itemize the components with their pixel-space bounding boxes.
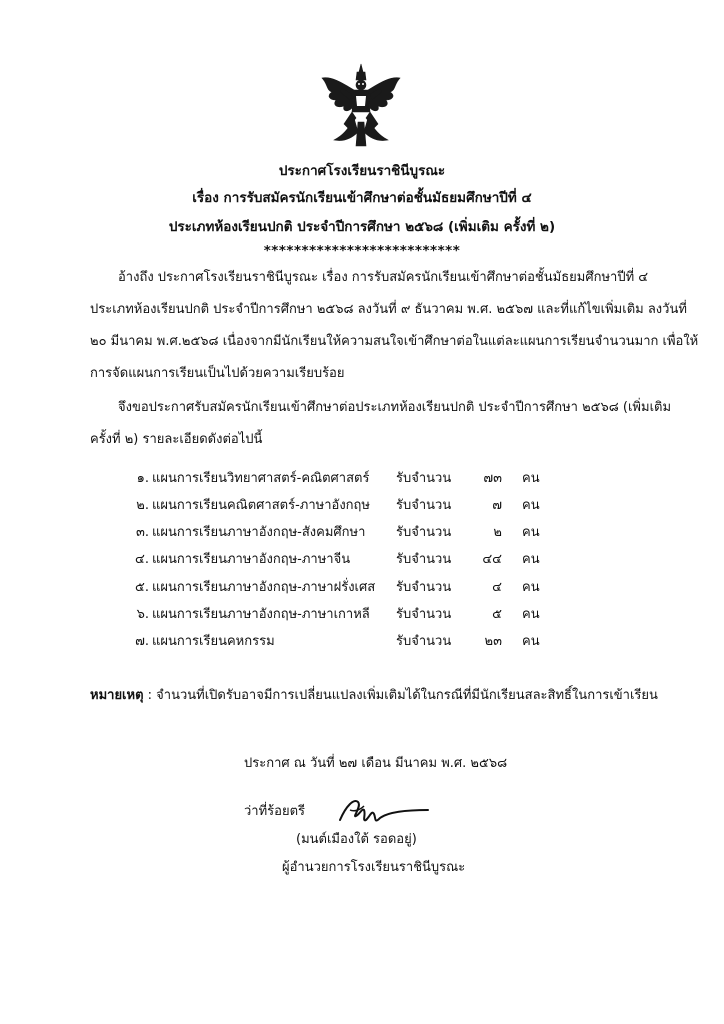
plan-count: ๗ [492, 498, 502, 513]
plan-unit: คน [522, 471, 540, 486]
plan-row [0, 494, 724, 520]
paragraph-2-line-2: ครั้งที่ ๒) รายละเอียดดังต่อไปนี้ [90, 432, 263, 447]
signatory-name: (มนต์เมืองใต้ รอดอยู่) [296, 832, 417, 847]
plan-unit: คน [522, 607, 540, 622]
plan-row [0, 603, 724, 629]
plan-receive-label: รับจำนวน [396, 525, 452, 540]
plan-name: แผนการเรียนภาษาอังกฤษ-ภาษาเกาหลี [152, 607, 370, 622]
signature-icon [336, 792, 432, 832]
paragraph-1-line-2: ประเภทห้องเรียนปกติ ประจำปีการศึกษา ๒๕๖๘ ลงวันที่ ๙ ธันวาคม พ.ศ. ๒๕๖๗ และที่แก้ไขเพิ่มเติม ลงวันที่ [90, 302, 687, 317]
note-text: : จำนวนที่เปิดรับอาจมีการเปลี่ยนแปลงเพิ่มเติมได้ในกรณีที่มีนักเรียนสละสิทธิ์ในการเข้าเรียน [143, 688, 658, 703]
plan-number: ๖. [136, 607, 149, 622]
announcement-title: ประกาศโรงเรียนราชินีบูรณะ [278, 163, 446, 179]
plan-row [0, 467, 724, 493]
plan-unit: คน [522, 580, 540, 595]
plan-number: ๒. [136, 498, 149, 513]
plan-receive-label: รับจำนวน [396, 498, 452, 513]
plan-count: ๔๔ [482, 552, 502, 567]
paragraph-1-line-3: ๒๐ มีนาคม พ.ศ.๒๕๖๘ เนื่องจากมีนักเรียนให้ความสนใจเข้าศึกษาต่อในแต่ละแผนการเรียนจำนวนมาก เพื่อให้ [90, 334, 699, 349]
plan-name: แผนการเรียนภาษาอังกฤษ-ภาษาจีน [152, 552, 351, 567]
paragraph-1-line-1: อ้างถึง ประกาศโรงเรียนราชินีบูรณะ เรื่อง การรับสมัครนักเรียนเข้าศึกษาต่อชั้นมัธยมศึกษาปีที่ ๔ [118, 270, 649, 285]
plan-unit: คน [522, 634, 540, 649]
plan-row [0, 576, 724, 602]
signatory-position: ผู้อำนวยการโรงเรียนราชินีบูรณะ [282, 860, 466, 875]
paragraph-2-line-1: จึงขอประกาศรับสมัครนักเรียนเข้าศึกษาต่อประเภทห้องเรียนปกติ ประจำปีการศึกษา ๒๕๖๘ (เพิ่มเติม [118, 400, 672, 415]
plan-row [0, 630, 724, 656]
plan-number: ๑. [136, 471, 149, 486]
announcement-category: ประเภทห้องเรียนปกติ ประจำปีการศึกษา ๒๕๖๘ (เพิ่มเติม ครั้งที่ ๒) [168, 219, 556, 235]
plan-number: ๗. [135, 634, 149, 649]
separator-stars: ************************** [263, 243, 461, 259]
announcement-subject: เรื่อง การรับสมัครนักเรียนเข้าศึกษาต่อชั้นมัธยมศึกษาปีที่ ๔ [192, 190, 532, 206]
plan-unit: คน [522, 525, 540, 540]
plan-unit: คน [522, 552, 540, 567]
plan-count: ๒๓ [484, 634, 502, 649]
plan-name: แผนการเรียนคณิตศาสตร์-ภาษาอังกฤษ [152, 498, 370, 513]
plan-receive-label: รับจำนวน [396, 580, 452, 595]
plan-number: ๓. [135, 525, 149, 540]
plan-receive-label: รับจำนวน [396, 634, 452, 649]
plan-receive-label: รับจำนวน [396, 607, 452, 622]
plan-receive-label: รับจำนวน [396, 552, 452, 567]
garuda-emblem-icon [318, 62, 404, 150]
plan-name: แผนการเรียนวิทยาศาสตร์-คณิตศาสตร์ [152, 471, 370, 486]
plan-receive-label: รับจำนวน [396, 471, 452, 486]
plan-count: ๒ [493, 525, 502, 540]
plan-unit: คน [522, 498, 540, 513]
plan-count: ๔ [492, 580, 502, 595]
plan-name: แผนการเรียนภาษาอังกฤษ-ภาษาฝรั่งเศส [152, 580, 376, 595]
note [90, 684, 658, 705]
plan-number: ๕. [135, 580, 149, 595]
paragraph-1-line-4: การจัดแผนการเรียนเป็นไปด้วยความเรียบร้อย [90, 366, 345, 381]
plan-count: ๕ [492, 607, 502, 622]
plan-number: ๔. [135, 552, 149, 567]
plan-count: ๗๓ [483, 471, 502, 486]
announcement-date: ประกาศ ณ วันที่ ๒๗ เดือน มีนาคม พ.ศ. ๒๕๖๘ [244, 756, 508, 771]
acting-rank-label: ว่าที่ร้อยตรี [244, 804, 306, 819]
note-label: หมายเหตุ [90, 688, 144, 703]
plan-name: แผนการเรียนคหกรรม [152, 634, 275, 649]
plan-name: แผนการเรียนภาษาอังกฤษ-สังคมศึกษา [152, 525, 366, 540]
plan-row [0, 521, 724, 547]
plan-row [0, 548, 724, 574]
